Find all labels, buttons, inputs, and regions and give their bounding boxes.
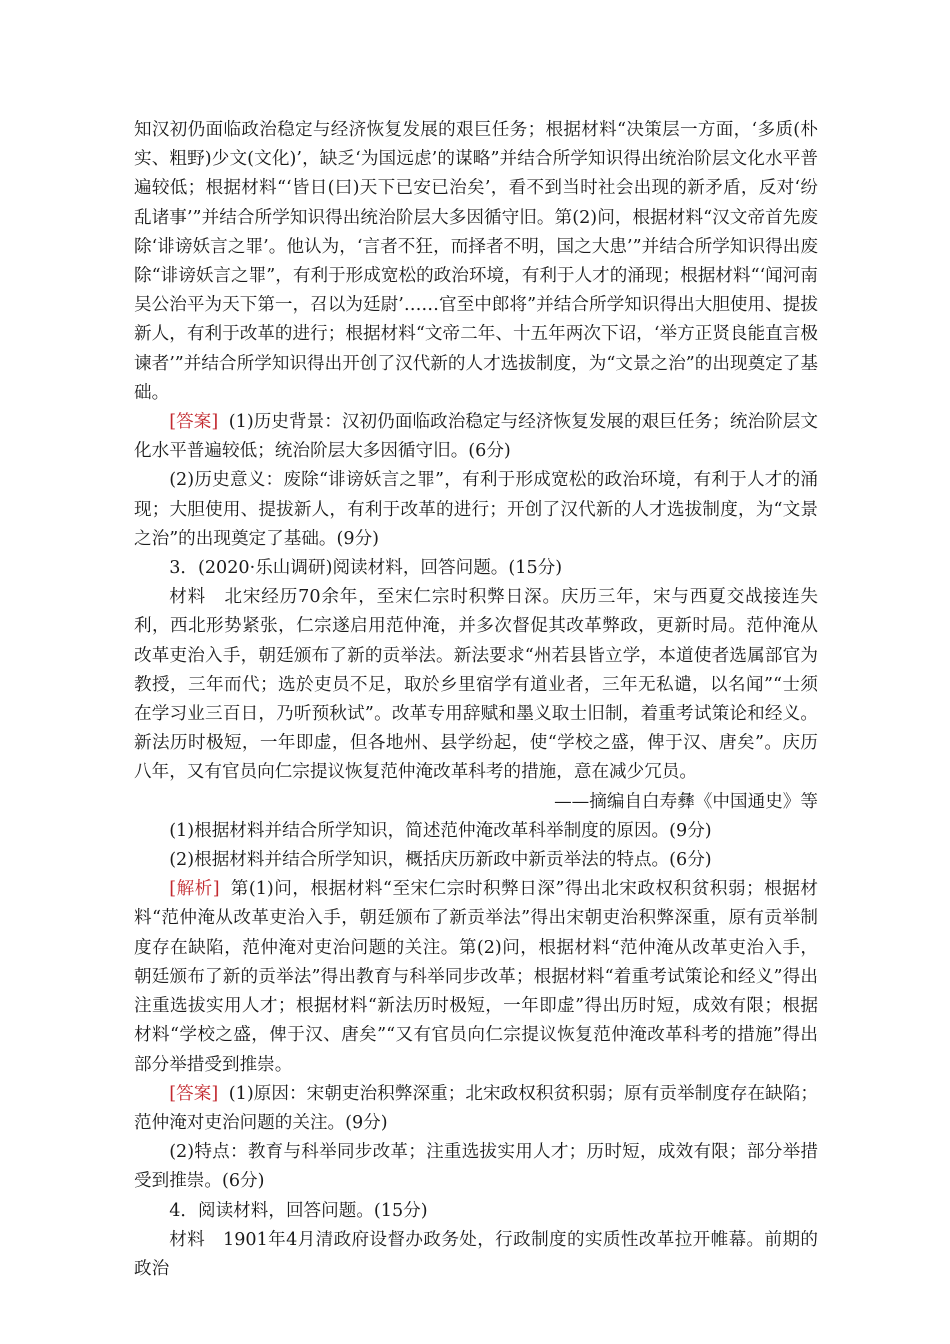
q4-material: 材料 1901年4月清政府设督办政务处，行政制度的实质性改革拉开帷幕。前期的政治 [134, 1229, 818, 1279]
prev-analysis-paragraph: 知汉初仍面临政治稳定与经济恢复发展的艰巨任务；根据材料“决策层一方面，‘多质(朴实、粗野)少文(文化)’，缺乏‘为国远虑’的谋略”并结合所学知识得出统治阶层文化水平普遍较低；根据材料“‘皆日(曰)天下已安已治矣’，看不到当时社会出现的新矛盾，反对‘纷乱诸事’”并结合所学知识得出统治阶层大多因循守旧。第(2)问，根据材料“汉文帝首先废除‘诽谤妖言之罪’。他认为，‘言者不狂，而择者不明，国之大患’”并结合所学知识得出废除“诽谤妖言之罪”，有利于形成宽松的政治环境，有利于人才的涌现；根据材料“‘闻河南吴公治平为天下第一，召以为廷尉’……官至中郎将”并结合所学知识得出大胆使用、提拔新人，有利于改革的进行；根据材料“文帝二年、十五年两次下诏，‘举方正贤良能直言极谏者’”并结合所学知识得出开创了汉代新的人才选拔制度，为“文景之治”的出现奠定了基础。 [134, 120, 818, 403]
answer-tag: [答案] [169, 412, 219, 433]
answer-text: (1)原因：宋朝吏治积弊深重；北宋政权积贫积弱；原有贡举制度存在缺陷；范仲淹对吏治问题的关注。(9分) [134, 1083, 818, 1133]
answer-text: (1)历史背景：汉初仍面临政治稳定与经济恢复发展的艰巨任务；统治阶层文化水平普遍较低；统治阶层大多因循守旧。(6分) [134, 412, 818, 462]
q2-answer-part1 [134, 408, 818, 466]
q2-answer-part2: (2)历史意义：废除“诽谤妖言之罪”，有利于形成宽松的政治环境，有利于人才的涌现；大胆使用、提拔新人，有利于改革的进行；开创了汉代新的人才选拔制度，为“文景之治”的出现奠定了基础。(9分) [134, 470, 818, 549]
q3-source: ——摘编自白寿彝《中国通史》等 [554, 791, 818, 812]
q3-analysis [134, 875, 818, 1079]
document-page [134, 116, 818, 1284]
q3-answer-1 [134, 1080, 818, 1138]
q3-subquestion-2: (2)根据材料并结合所学知识，概括庆历新政中新贡举法的特点。(6分) [169, 850, 712, 871]
q4-heading: 4．阅读材料，回答问题。(15分) [169, 1200, 428, 1221]
q3-answer-2: (2)特点：教育与科举同步改革；注重选拔实用人才；历时短，成效有限；部分举措受到推崇。(6分) [134, 1142, 818, 1192]
analysis-tag: [解析] [169, 879, 220, 900]
q3-subquestion-1: (1)根据材料并结合所学知识，简述范仲淹改革科举制度的原因。(9分) [169, 820, 712, 841]
answer-tag: [答案] [169, 1083, 219, 1104]
q3-material: 材料 北宋经历70余年，至宋仁宗时积弊日深。庆历三年，宋与西夏交战接连失利，西北形势紧张，仁宗遂启用范仲淹，并多次督促其改革弊政，更新时局。范仲淹从改革吏治入手，朝廷颁布了新的贡举法。新法要求“州若县皆立学，本道使者选属部官为教授，三年而代；选於吏员不足，取於乡里宿学有道业者，三年无私谴，以名闻”“士须在学习业三百日，乃听预秋试”。改革专用辞赋和墨义取士旧制，着重考试策论和经义。新法历时极短，一年即虚，但各地州、县学纷起，使“学校之盛，俾于汉、唐矣”。庆历八年，又有官员向仁宗提议恢复范仲淹改革科考的措施，意在减少冗员。 [134, 587, 818, 783]
analysis-text: 第(1)问，根据材料“至宋仁宗时积弊日深”得出北宋政权积贫积弱；根据材料“范仲淹从改革吏治入手，朝廷颁布了新贡举法”得出宋朝吏治积弊深重，原有贡举制度存在缺陷，范仲淹对吏治问题的关注。第(2)问，根据材料“范仲淹从改革吏治入手，朝廷颁布了新的贡举法”得出教育与科举同步改革；根据材料“着重考试策论和经义”得出注重选拔实用人才；根据材料“新法历时极短，一年即虚”得出历时短，成效有限；根据材料“学校之盛，俾于汉、唐矣”“又有官员向仁宗提议恢复范仲淹改革科考的措施”得出部分举措受到推崇。 [134, 879, 818, 1075]
q3-heading: 3．(2020·乐山调研)阅读材料，回答问题。(15分) [169, 558, 563, 579]
